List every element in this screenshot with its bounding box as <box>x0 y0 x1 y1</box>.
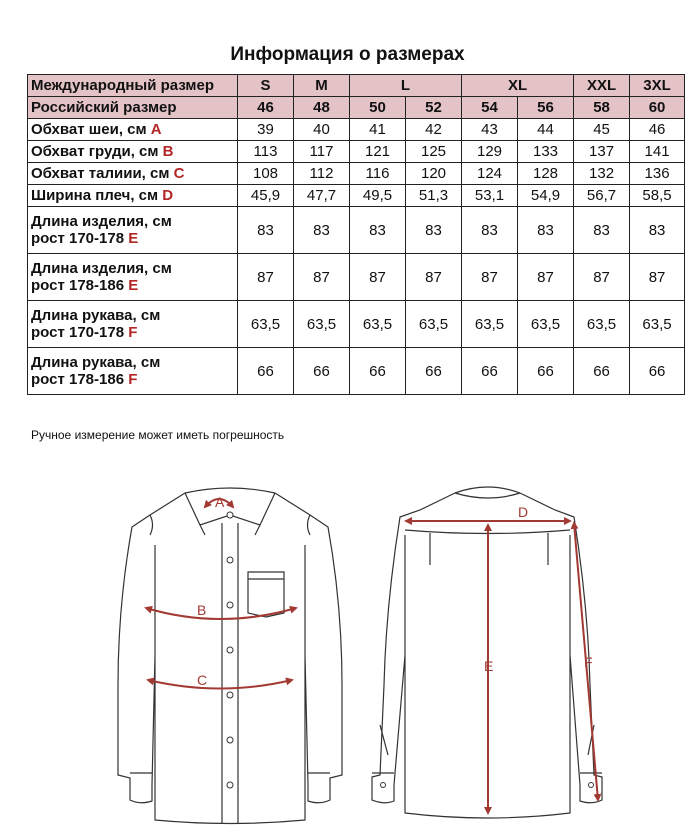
row-label <box>28 141 238 163</box>
table-cell: 120 <box>406 163 462 185</box>
table-cell: 83 <box>574 207 630 254</box>
row-mark: F <box>128 324 138 341</box>
row-label-text: Ширина плеч, см <box>31 187 159 204</box>
shirt-diagram <box>0 455 695 833</box>
table-cell: 63,5 <box>238 301 294 348</box>
table-cell: 47,7 <box>294 185 350 207</box>
table-row <box>28 141 685 163</box>
table-cell: 83 <box>294 207 350 254</box>
row-label-text-2: рост 178-186 <box>31 277 125 294</box>
table-cell: 87 <box>574 254 630 301</box>
ru-size-cell: 46 <box>238 97 294 119</box>
table-cell: 83 <box>238 207 294 254</box>
intl-size-cell: L <box>350 75 462 97</box>
table-cell: 125 <box>406 141 462 163</box>
row-label-text: Длина рукава, см <box>31 354 161 371</box>
table-cell: 124 <box>462 163 518 185</box>
table-cell: 117 <box>294 141 350 163</box>
row-label-text-2: рост 178-186 <box>31 371 125 388</box>
row-label <box>28 301 238 348</box>
row-label <box>28 185 238 207</box>
table-cell: 83 <box>518 207 574 254</box>
table-cell: 113 <box>238 141 294 163</box>
row-label-text: Длина изделия, см <box>31 213 172 230</box>
table-cell: 39 <box>238 119 294 141</box>
table-cell: 87 <box>238 254 294 301</box>
mark-a: A <box>215 494 225 510</box>
table-cell: 63,5 <box>406 301 462 348</box>
table-cell: 58,5 <box>630 185 685 207</box>
ru-size-cell: 60 <box>630 97 685 119</box>
row-label-text: Обхват талиии, см <box>31 165 170 182</box>
row-mark: B <box>162 143 174 160</box>
intl-size-row <box>28 75 685 97</box>
table-cell: 83 <box>350 207 406 254</box>
table-cell: 141 <box>630 141 685 163</box>
table-cell: 66 <box>238 348 294 395</box>
table-cell: 87 <box>518 254 574 301</box>
row-label-text: Обхват груди, см <box>31 143 159 160</box>
table-cell: 49,5 <box>350 185 406 207</box>
ru-size-row <box>28 97 685 119</box>
row-mark: D <box>162 187 174 204</box>
table-cell: 56,7 <box>574 185 630 207</box>
ru-size-cell: 56 <box>518 97 574 119</box>
table-cell: 53,1 <box>462 185 518 207</box>
table-cell: 121 <box>350 141 406 163</box>
table-cell: 112 <box>294 163 350 185</box>
mark-c: C <box>197 672 208 688</box>
mark-f: F <box>584 654 593 670</box>
row-label <box>28 348 238 395</box>
table-cell: 132 <box>574 163 630 185</box>
ru-size-cell: 54 <box>462 97 518 119</box>
row-label-text-2: рост 170-178 <box>31 324 125 341</box>
table-cell: 137 <box>574 141 630 163</box>
table-cell: 63,5 <box>294 301 350 348</box>
table-cell: 87 <box>406 254 462 301</box>
ru-size-cell: 52 <box>406 97 462 119</box>
table-cell: 45 <box>574 119 630 141</box>
back-measure-arrows <box>406 521 598 813</box>
table-cell: 40 <box>294 119 350 141</box>
ru-size-cell: 50 <box>350 97 406 119</box>
intl-size-label: Международный размер <box>28 75 238 97</box>
front-shirt-icon <box>118 488 342 824</box>
table-cell: 63,5 <box>462 301 518 348</box>
row-label <box>28 163 238 185</box>
table-cell: 87 <box>294 254 350 301</box>
table-cell: 41 <box>350 119 406 141</box>
table-cell: 66 <box>294 348 350 395</box>
table-cell: 51,3 <box>406 185 462 207</box>
ru-size-cell: 58 <box>574 97 630 119</box>
intl-size-cell: 3XL <box>630 75 685 97</box>
table-cell: 133 <box>518 141 574 163</box>
table-cell: 63,5 <box>350 301 406 348</box>
row-mark: F <box>128 371 138 388</box>
table-cell: 128 <box>518 163 574 185</box>
size-table <box>27 74 685 395</box>
table-cell: 54,9 <box>518 185 574 207</box>
mark-e: E <box>484 658 494 674</box>
row-label-text-2: рост 170-178 <box>31 230 125 247</box>
table-cell: 44 <box>518 119 574 141</box>
table-cell: 43 <box>462 119 518 141</box>
table-cell: 136 <box>630 163 685 185</box>
table-row <box>28 163 685 185</box>
front-measure-arrows <box>146 499 296 689</box>
table-cell: 66 <box>574 348 630 395</box>
table-row <box>28 207 685 254</box>
row-label <box>28 207 238 254</box>
table-cell: 66 <box>350 348 406 395</box>
table-row <box>28 348 685 395</box>
table-cell: 66 <box>518 348 574 395</box>
table-row <box>28 301 685 348</box>
row-mark: E <box>128 277 139 294</box>
table-row <box>28 185 685 207</box>
ru-size-cell: 48 <box>294 97 350 119</box>
table-cell: 66 <box>406 348 462 395</box>
table-cell: 63,5 <box>518 301 574 348</box>
table-cell: 63,5 <box>574 301 630 348</box>
table-cell: 45,9 <box>238 185 294 207</box>
row-label <box>28 254 238 301</box>
table-cell: 83 <box>630 207 685 254</box>
row-label-text: Длина изделия, см <box>31 260 172 277</box>
row-label <box>28 119 238 141</box>
intl-size-cell: S <box>238 75 294 97</box>
row-mark: C <box>173 165 185 182</box>
ru-size-label: Российский размер <box>28 97 238 119</box>
intl-size-cell: XL <box>462 75 574 97</box>
table-cell: 83 <box>462 207 518 254</box>
table-cell: 108 <box>238 163 294 185</box>
table-cell: 129 <box>462 141 518 163</box>
table-cell: 87 <box>462 254 518 301</box>
mark-b: B <box>197 602 207 618</box>
intl-size-cell: M <box>294 75 350 97</box>
row-mark: E <box>128 230 139 247</box>
measurement-note: Ручное измерение может иметь погрешность <box>31 428 285 442</box>
table-cell: 66 <box>462 348 518 395</box>
page-title: Информация о размерах <box>230 44 465 65</box>
table-cell: 46 <box>630 119 685 141</box>
front-buttons <box>227 512 233 788</box>
table-cell: 87 <box>630 254 685 301</box>
table-cell: 87 <box>350 254 406 301</box>
intl-size-cell: XXL <box>574 75 630 97</box>
table-row <box>28 254 685 301</box>
table-row <box>28 119 685 141</box>
table-cell: 116 <box>350 163 406 185</box>
mark-d: D <box>518 504 529 520</box>
row-label-text: Длина рукава, см <box>31 307 161 324</box>
row-label-text: Обхват шеи, см <box>31 121 147 138</box>
table-cell: 83 <box>406 207 462 254</box>
table-cell: 63,5 <box>630 301 685 348</box>
table-cell: 42 <box>406 119 462 141</box>
row-mark: A <box>150 121 162 138</box>
table-cell: 66 <box>630 348 685 395</box>
